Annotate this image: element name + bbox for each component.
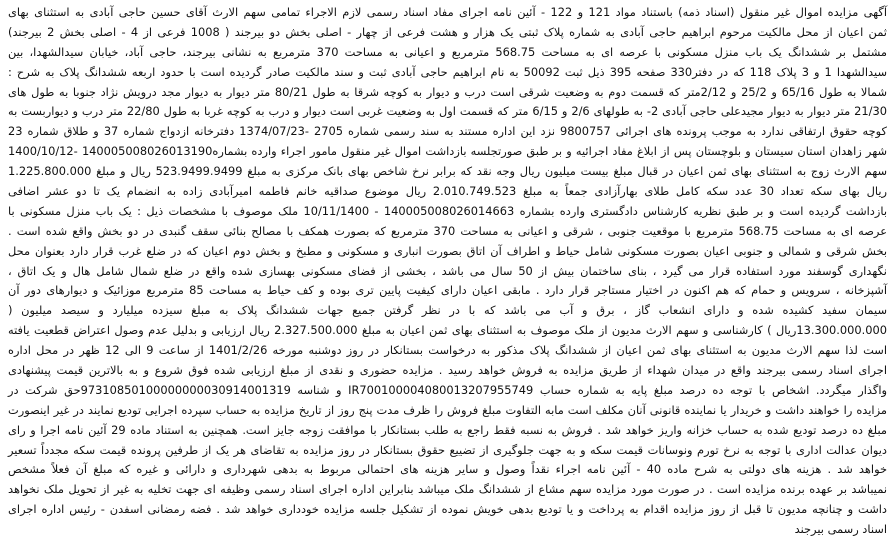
notice-line: مزایده را خواهند داشت و خریدار یا نماینده قانونی آنان مکلف است مابه التفاوت مبلغ فروش را ظرف مدت پنج روز از تاریخ مزایده به حساب سپرده اجرایی تودیع نمایند در غیر اینصورت [8, 402, 887, 417]
notice-line: ثمن اعیان از محل مالکیت مرحوم ابراهیم حاجی آبادی به شماره پلاک ثبتی یک هزار و هشت فرعی از چهار - اصلی بخش دو بیرجند ( 1008 فرعی از 4 - اصلی بخش 2 بیرجند) [8, 24, 887, 39]
notice-line: شهر زاهدان استان سیستان و بلوچستان پس از ابلاغ مفاد اجرائیه و بر طبق صورتجلسه بازداشت اموال غیر منقول مامور اجراء وارده بشماره140005008026013190 -1400/10/12 [8, 144, 887, 159]
notice-line: مبلغ ده درصد تودیع شده به حساب خزانه واریز خواهد شد . فروش به نسبه فقط راجع به طلب بستانکار با موافقت زوجه جایز است. همچنین به استناد ماده 29 آئین نامه اجرا و رای [8, 422, 887, 437]
notice-line: کوچه حقوق ارتفاقی ندارد به موجب پرونده های اجرائی 9800757 نزد این اداره مستند به سند رسمی شماره 2705 -1374/07/23 دفترخانه ازدواج شماره 37 و طلاق شماره 23 [8, 124, 887, 139]
notice-line: آشپزخانه ، سرویس و حمام که هم اکنون در اختیار مستاجر قرار دارد . مابقی اعیان دارای کیفیت پایین تری بوده و کف حیاط به مساحت 85 مترمربع موزائیک و دیوارهای دور آن [8, 283, 887, 298]
notice-signature-line: اسناد رسمی بیرجند [794, 522, 887, 537]
notice-line: ریال بهای سکه تعداد 30 عدد سکه کامل طلای بهارآزادی جمعاً به مبلغ 2.010.749.523 ریال موضوع صداقیه خانم فاطمه امیرآبادی زاده به انضمام یک تا دو عشر اضافی [8, 184, 887, 199]
notice-line: بخش شرقی و شمالی و جنوبی اعیان بصورت مسکونی شامل حیاط و اطراف آن اتاق بصورت انباری و مسکونی و مطبخ و بخش دوم اعیان که در ضلع غرب قرار دارد بعنوان محل [8, 243, 887, 258]
notice-line: خواهد شد . هزینه های دولتی به شرح ماده 40 - آئین نامه اجراء نقداً وصول و سایر هزینه های احتمالی مربوط به بدهی شهرداری و دارائی و غیره که مبلغ آن فعلاً مشخص [8, 462, 887, 477]
notice-line: دیوان عدالت اداری با توجه به نرخ تورم ونوسانات قیمت سکه و به جهت جلوگیری از تضییع حقوق بستانکار در روز مزایده به تقاضای هر یک از طرفین پرونده قیمت سکه مجدداً تسعیر [8, 442, 887, 457]
notice-line: بازداشت گردیده است و بر طبق نظریه کارشناس دادگستری وارده بشماره 140005008026014663 - 10/11/1400 ملک موصوف با مشخصات ذیل : یک باب منزل مسکونی با [8, 203, 887, 218]
auction-notice [4, 2, 891, 549]
notice-line: نگهداری گوسفند مورد استفاده قرار می گیرد ، بنای ساختمان بیش از 50 سال می باشد ، بخشی از فضای مسکونی بهسازی شده واقع در ضلع شمال شامل هال و یک اتاق ، [8, 263, 887, 278]
notice-line: سیدالشهدا 1 و 3 پلاک 118 که در دفتر330 صفحه 395 ذیل ثبت 50092 به نام ابراهیم حاجی آبادی ثبت و سند مالکیت صادر گردیده است با حدود اربعه ششدانگ پلاک به شرح : [8, 64, 887, 79]
notice-line: 21/30 متر دیوار به دیوار مجیدعلی حاجی آبادی 2- به طولهای 2/6 و 6/15 متر که قسمت اول به وضعیت غربی است دیوار و درب به کوچه غربا به طول 22/80 متر درب و دیواربست به [8, 104, 887, 119]
notice-line: داشت و چنانچه مدیون تا قبل از روز مزایده اقدام به پرداخت و یا تودیع بدهی خویش نموده از تشکیل جلسه مزایده خودداری خواهد شد . فضه رمضانی اسفدن - رئیس اداره اجرای [8, 502, 887, 517]
notice-line: 13.300.000.000ریال ) کارشناسی و سهم الارث مدیون از ملک موصوف به استثنای بهای ثمن اعیان به مبلغ 2.327.500.000 ریال ارزیابی و بدلیل عدم وصول اعتراض قطعیت یافته [8, 323, 887, 338]
notice-line: سهم الارث زوج به استثنای بهای ثمن اعیان در قبال مبلغ بیست میلیون ریال وجه نقد که برابر نرخ شاخص بهای بانک مرکزی به مبلغ 523.9499.9499 ریال و مبلغ 1.225.800.000 [8, 164, 887, 179]
notice-line: نمیباشد بر عهده برنده مزایده است . در صورت مورد مزایده سهم مشاع از ششدانگ ملک میباشد بنابراین اداره اجرای اسناد رسمی وظیفه ای جهت تخلیه به غیر از تحویل ملک نخواهد [8, 482, 887, 497]
notice-line: است لذا سهم الارث مدیون به استثنای بهای ثمن اعیان از ششدانگ پلاک مذکور به درخواست بستانکار در روز دوشنبه مورخه 1401/2/26 از ساعت 9 الی 12 ظهر در محل اداره [8, 343, 887, 358]
notice-line: مشتمل بر ششدانگ یک باب منزل مسکونی با عرصه ای به مساحت 568.75 مترمربع و اعیانی به مساحت 370 مترمربع به نشانی بیرجند، حاجی آباد، خیابان سیدالشهدا، بین [8, 44, 888, 59]
notice-line: سیمان سفید کشیده شده و دارای انشعاب گاز ، برق و آب می باشد که با در نظر گرفتن جمیع جهات ششدانگ پلاک به مبلغ سیزده میلیارد و سیصد میلیون ( [8, 303, 887, 318]
notice-line: آگهی مزایده اموال غیر منقول (اسناد ذمه) باستناد مواد 121 و 122 - آئین نامه اجرای مفاد اسناد رسمی لازم الاجراء تمامی سهم الارث آقای حسین حاجی آبادی به استثنای بهای [8, 5, 887, 19]
notice-line: اجرای اسناد رسمی بیرجند واقع در میدان شهداء از طریق مزایده به فروش خواهد رسید . مزایده حضوری و نقدی از مبلغ ارزیابی شده فوق شروع و به بالاترین قیمت پیشنهادی [8, 363, 887, 378]
notice-line: شمالا به طول 65/16 و 25/2 و 2/12متر که قسمت دوم به وضعیت شرقی است درب و دیوار به کوچه شرقا به طول 80/21 متر دیوار به دیوار مجد درویش نژاد جنوبا به طول های [8, 84, 888, 99]
notice-line: عرصه ای به مساحت 568.75 مترمربع با موقعیت جنوبی ، شرقی و اعیانی به مساحت 370 مترمربع که بصورت همکف با مصالح بنائی سقف گنبدی در دو بخش واقع شده است . [8, 223, 887, 238]
notice-line: واگذار میگردد. اشخاص با توجه ده درصد مبلغ پایه به شماره حساب IR700100004080013207955749 و شناسه 97310850100000000030914001319حق شرکت در [8, 382, 887, 397]
